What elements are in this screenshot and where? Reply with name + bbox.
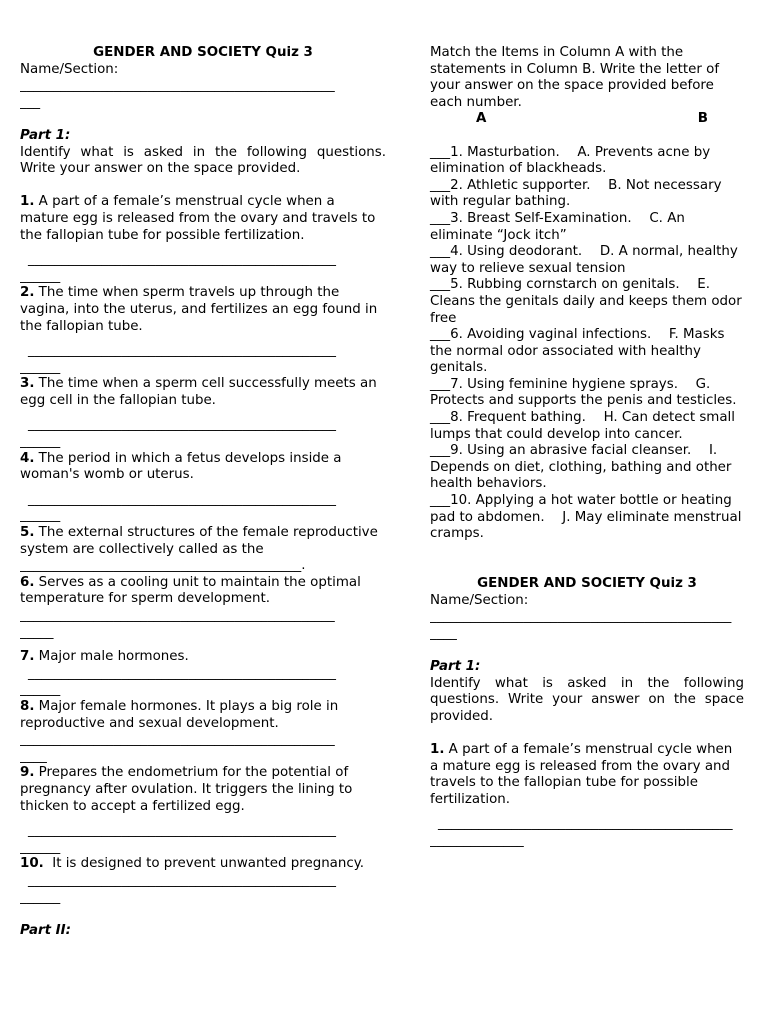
matching-item-a: ___6. Avoiding vaginal infections. (430, 327, 652, 343)
answer-line: ____ (430, 625, 457, 641)
answer-line: _____ (20, 624, 54, 640)
answer-line: ______ (20, 268, 61, 284)
matching-item-a: ___3. Breast Self-Examination. (430, 210, 632, 226)
quiz-title: GENDER AND SOCIETY Quiz 3 (93, 45, 313, 60)
answer-line: ______________ (430, 832, 524, 848)
matching-item (430, 327, 744, 377)
answer-line: ______________________________________________ (28, 343, 336, 359)
matching-item (430, 178, 744, 211)
question-6: 6. Serves as a cooling unit to maintain the optimal temperature for sperm development. (20, 574, 361, 607)
matching-item-b: G. Protects and supports the penis and testicles. (430, 376, 737, 409)
answer-line: ____ (20, 748, 47, 764)
matching-item-a: ___1. Masturbation. (430, 144, 560, 160)
question-5: 5. The external structures of the female reproductive system are collectively called as the (20, 525, 378, 557)
question-4: 4. The period in which a fetus develops inside a woman's womb or uterus. (20, 450, 342, 483)
question-1: 1. A part of a female’s menstrual cycle when a mature egg is released from the ovary and travels to the fallopian tube for possible fertilization. (20, 194, 376, 243)
answer-line: ______________________________________________ (28, 823, 336, 839)
matching-item-b: E. Cleans the genitals daily and keeps them odor free (430, 277, 742, 326)
matching-item-b: J. May eliminate menstrual cramps. (430, 509, 742, 542)
question-8: 8. Major female hormones. It plays a big role in reproductive and sexual development. (20, 698, 339, 731)
column-b-header: B (697, 111, 708, 127)
matching-item-a: ___9. Using an abrasive facial cleanser. (430, 443, 692, 459)
matching-item (430, 145, 744, 178)
matching-item-a: ___5. Rubbing cornstarch on genitals. (430, 277, 680, 293)
matching-item-b: A. Prevents acne by elimination of blackheads. (430, 144, 711, 177)
answer-line: ______ (20, 682, 61, 698)
column-a-header: A (476, 111, 487, 127)
matching-item-b: F. Masks the normal odor associated with healthy genitals. (430, 327, 725, 376)
part1-heading: Part 1: (430, 658, 481, 674)
answer-line: _______________________________________________ (20, 78, 335, 94)
answer-line: ______ (20, 508, 61, 524)
answer-line: ______________________________________________ (28, 491, 336, 507)
quiz-right-column (430, 45, 744, 850)
matching-item-a: ___2. Athletic supporter. (430, 177, 591, 193)
answer-line: _______________________________________________ (20, 608, 335, 623)
column-headers (430, 111, 744, 128)
matching-item-b: C. An eliminate “Jock itch” (430, 210, 685, 243)
answer-line: ______________________________________________ (28, 872, 336, 888)
matching-item (430, 244, 744, 277)
part2-heading: Part II: (20, 922, 71, 938)
question-2: 2. The time when sperm travels up through the vagina, into the uterus, and fertilizes an egg found in the fallopian tube. (20, 285, 378, 334)
matching-item (430, 493, 744, 543)
part1-instructions: Identify what is asked in the following questions. Write your answer on the space provided. (430, 675, 744, 724)
matching-item-b: H. Can detect small lumps that could develop into cancer. (430, 410, 735, 442)
matching-instructions: Match the Items in Column A with the statements in Column B. Write the letter of your answer on the space provided before each number. (430, 45, 720, 110)
answer-line: __________________________________________. (20, 558, 306, 574)
question-1: 1. A part of a female’s menstrual cycle when a mature egg is released from the ovary and travels to the fallopian tube for possible fertilization. (430, 741, 733, 807)
answer-line: ______________________________________________ (28, 665, 336, 681)
matching-item-a: ___4. Using deodorant. (430, 244, 583, 260)
quiz-left-column (20, 45, 386, 939)
part1-instructions: Identify what is asked in the following questions. Write your answer on the space provided. (20, 144, 386, 177)
answer-line: ______ (20, 359, 61, 375)
matching-item-b: I. Depends on diet, clothing, bathing and other health behaviors. (430, 443, 732, 492)
matching-item (430, 211, 744, 244)
matching-item (430, 277, 744, 327)
answer-line: ______________________________________________ (28, 252, 336, 268)
matching-item-b: D. A normal, healthy way to relieve sexual tension (430, 244, 738, 276)
answer-line: ______ (20, 839, 61, 855)
matching-item (430, 377, 744, 410)
question-9: 9. Prepares the endometrium for the potential of pregnancy after ovulation. It triggers the lining to thicken to accept a fertilized egg. (20, 765, 353, 814)
answer-line: ______ (20, 434, 61, 450)
answer-line: _____________________________________________ (430, 609, 732, 625)
question-7: 7. Major male hormones. (20, 649, 189, 665)
matching-item-a: ___8. Frequent bathing. (430, 410, 586, 426)
matching-list (430, 145, 744, 543)
question-3: 3. The time when a sperm cell successfully meets an egg cell in the fallopian tube. (20, 376, 377, 408)
question-10: 10. It is designed to prevent unwanted pregnancy. (20, 856, 365, 872)
matching-item-a: ___10. Applying a hot water bottle or heating pad to abdomen. (430, 493, 732, 525)
name-section-label: Name/Section: (20, 61, 119, 77)
matching-item (430, 443, 744, 493)
answer-line: ____________________________________________ (438, 816, 733, 832)
part1-heading: Part 1: (20, 127, 71, 143)
matching-item (430, 410, 744, 443)
answer-line: ______ (20, 889, 61, 905)
matching-item-b: B. Not necessary with regular bathing. (430, 177, 722, 210)
quiz-title: GENDER AND SOCIETY Quiz 3 (477, 576, 697, 591)
answer-line: ______________________________________________ (28, 417, 336, 433)
answer-line: _______________________________________________ (20, 732, 335, 748)
answer-line: ___ (20, 94, 41, 110)
name-section-label: Name/Section: (430, 592, 529, 608)
matching-item-a: ___7. Using feminine hygiene sprays. (430, 376, 678, 392)
